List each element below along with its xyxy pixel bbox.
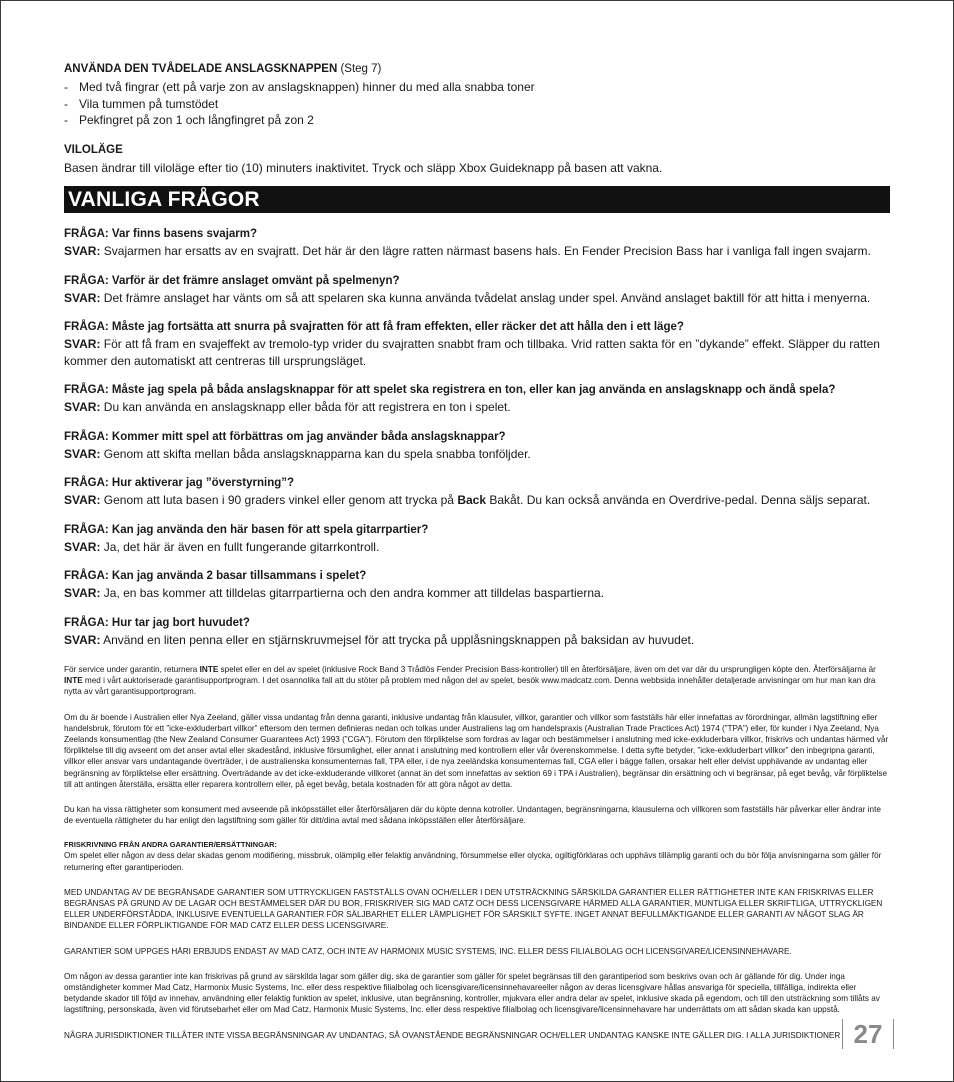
page-content (64, 62, 890, 1041)
faq-question: FRÅGA: Kan jag använda den här basen för att spela gitarrpartier? (64, 523, 429, 536)
australia-nz-paragraph: Om du är boende i Australien eller Nya Zeeland, gäller vissa undantag från denna garanti, inklusive undantag från klausuler, villkor, garantier och villkor som fastställs här eller innefattas av förordningar, allmän lagstiftning eller handelsbruk, förutom för ett ”icke-exkluderbart villkor” eftersom den termen definieras nedan och tolkas under Australiens lag om handelspraxis (Australian Trade Practices Act) 1974 (”TPA”) eller, för kunder i Nya Zeeland, Nya Zeelands konsumentlag (the New Zealand Consumer Guarantees Act) 1993 (”CGA”). Förutom den förpliktelse som fordras av lagar och bestämmelser i anslutning med icke-exkluderbara villkor, friskrivs och undantas härmed vår förpliktelse till dig avseent om det anser avtal eller skadestånd, inklusive försumlighet, eller annat i anslutning med kontrollern eller vår överenskommelse. I detta syfte betyder, ”icke-exkluderbart villkor” den inbegripna garanti, villkor eller ansvar vars undantagande överträder, i de australienska konsumenternas fall, TPA eller, i de nya zeeländska konsumenternas fall, CGA eller i bägge fallen, orsakar helt eller delvist upphävande av undantag eller begränsning av förpliktelse eller ersättning. Överträdande av det icke-exkluderande villkoret (annat än det som innefattas av sektion 69 i TPA i Australien), begränsar din ersättning och vi begränsar, på eget bevåg, vår förpliktelse till att antingen återställa, ersätta eller reparera kontrollern eller, på eget bevåg, betala kostnaden för att göra något av detta. (64, 712, 889, 789)
faq-banner: VANLIGA FRÅGOR (64, 186, 890, 213)
faq-question: FRÅGA: Hur tar jag bort huvudet? (64, 616, 250, 629)
faq-question: FRÅGA: Hur aktiverar jag ”överstyrning”? (64, 477, 295, 489)
warranty-provider-paragraph: GARANTIER SOM UPPGES HÄRI ERBJUDS ENDAST AV MAD CATZ, OCH INTE AV HARMONIX MUSIC SYSTEMS, INC. ELLER DESS FILIALBOLAG OCH LICENSGIVARE/LICENSINNEHAVARE. (64, 946, 792, 956)
limited-warranty-paragraph: MED UNDANTAG AV DE BEGRÄNSADE GARANTIER SOM UTTRYCKLIGEN FASTSTÄLLS OVAN OCH/ELLER I DEN UTSTRÄCKNING SÄRSKILDA GARANTIER ELLER RÄTTIGHETER INTE KAN FRISKRIVAS ELLER BEGRÄNSAS PÅ GRUND AV DE LAGAR OCH BESTÄMMELSER DÄR DU BOR, FRISKRIVER SIG MAD CATZ OCH DESS LICENSGIVARE HÄRMED ALLA GARANTIER, MUNTLIGA ELLER SKRIFTLIGA, UTTRYCKLIGEN ELLER UNDERFÖRSTÅDDA, INKLUSIVE EVENTUELLA GARANTIER FÖR SÄLJBARHET ELLER LÄMPLIGHET FÖR SÄRSKILT SYFTE. INGET ANNAT BEFULLMÄKTIGANDE ELLER GARANTI AV NÅGOT SLAG ÄR BINDANDE ELLER FÖRPLIKTIGANDE FÖR MAD CATZ ELLER DESS LICENSGIVARE. (64, 887, 883, 931)
sleep-heading: VILOLÄGE (64, 143, 123, 156)
faq-answer: SVAR: För att få fram en svajeffekt av tremolo-typ vrider du svajratten snabbt fram och tillbaka. Vrid ratten sakta för en ”dykande” effekt. Släpper du ratten kommer den automatiskt att centreras till ursprungsläget. (64, 337, 880, 368)
page-number: 27 (842, 1019, 894, 1049)
faq-question: FRÅGA: Var finns basens svajarm? (64, 228, 258, 240)
faq-item (64, 320, 890, 369)
strum-heading: ANVÄNDA DEN TVÅDELADE ANSLAGSKNAPPEN (Steg 7) (64, 63, 382, 75)
faq-question: FRÅGA: Måste jag spela på båda anslagsknappar för att spelet ska registrera en ton, eller kan jag använda en anslagsknapp och ändå spela? (64, 384, 836, 396)
disclaimer-text: Om spelet eller någon av dess delar skadas genom modifiering, missbruk, olämplig eller felaktig användning, försummelse eller olycka, ogiltigförklaras och upphävs tillämplig garanti och du bör följa anvisningarna som gäller för returnering efter garantiperioden. (64, 851, 882, 872)
faq-item (64, 616, 890, 649)
faq-answer: SVAR: Genom att skifta mellan båda anslagsknapparna kan du spela snabba tonföljder. (64, 446, 531, 461)
liability-paragraph: Om någon av dessa garantier inte kan friskrivas på grund av särskilda lagar som gäller dig, ska de garantier som gäller för spelet begränsas till den garantiperiod som beskrivs ovan och är gällande för dig. Under inga omständigheter kommer Mad Catz, Harmonix Music Systems, Inc. eller dess respektive filialbolag och licensgivare/licensinnehavareeller någon av deras licensgivare hållas ansvariga för speciella, tillfälliga, indirekta eller betydande skador till följd av innehav, användning eller felaktig funktion av spelet, inklusive, utan begränsning, kontroller, mjukvara eller andra delar av spelet, inklusive skada på egendom, och till den utsträckning som tillåts av lagstiftning, personskada, även vid förutsebarhet eller om Mad Catz, Harmonix Music Systems, Inc. eller dess respektive filialbolag och licensgivare/licensinnehavare har underrättats om att sådan skada kan uppstå. (64, 971, 880, 1015)
list-item: - Med två fingrar (ett på varje zon av anslagsknappen) hinner du med alla snabba toner (64, 80, 535, 94)
faq-question: FRÅGA: Varför är det främre anslaget omvänt på spelmenyn? (64, 274, 400, 287)
faq-item (64, 569, 890, 602)
faq-answer: SVAR: Det främre anslaget har vänts om så att spelaren ska kunna använda tvådelat anslag under spel. Använd anslaget baktill för att hitta i menyerna. (64, 290, 871, 305)
faq-item (64, 523, 890, 556)
disclaimer-section (64, 840, 890, 872)
faq-item (64, 430, 890, 463)
faq-answer: SVAR: Ja, en bas kommer att tilldelas gitarrpartierna och den andra kommer att tilldelas baspartierna. (64, 586, 605, 600)
list-item: - Vila tummen på tumstödet (64, 96, 219, 111)
faq-item (64, 383, 890, 416)
faq-question: FRÅGA: Kommer mitt spel att förbättras om jag använder båda anslagsknappar? (64, 430, 506, 443)
faq-item (64, 476, 890, 509)
jurisdiction-paragraph: NÅGRA JURISDIKTIONER TILLÅTER INTE VISSA BEGRÄNSNINGAR AV UNDANTAG, SÅ OVANSTÅENDE BEGRÄNSNINGAR OCH/ELLER UNDANTAG KANSKE INTE GÄLLER DIG. I ALLA JURISDIKTIONER (64, 1030, 841, 1040)
sleep-text: Basen ändrar till viloläge efter tio (10) minuters inaktivitet. Tryck och släpp Xbox Guideknapp på basen att vakna. (64, 160, 663, 175)
faq-answer: SVAR: Svajarmen har ersatts av en svajratt. Det här är den lägre ratten närmast basens hals. En Fender Precision Bass har i vanliga fall ingen svajarm. (64, 244, 871, 258)
faq-item (64, 227, 890, 260)
faq-question: FRÅGA: Kan jag använda 2 basar tillsammans i spelet? (64, 570, 367, 582)
faq-answer: SVAR: Genom att luta basen i 90 graders vinkel eller genom att trycka på Back Bakåt. Du kan också använda en Overdrive-pedal. Denna säljs separat. (64, 493, 871, 507)
faq-answer: SVAR: Du kan använda en anslagsknapp eller båda för att registrera en ton i spelet. (64, 400, 511, 414)
consumer-rights-paragraph: Du kan ha vissa rättigheter som konsument med avseende på inköpsstället eller återförsäljaren där du köpte denna kotroller. Undantagen, begränsningarna, klausulerna och villkoren som fastställs här påverkar eller ändrar inte de eventuella rättigheter du har enligt den lagstiftning som gäller för ditt/dina avtal med sådana inköpsställen eller återförsäljare. (64, 805, 881, 826)
disclaimer-title: FRISKRIVNING FRÅN ANDRA GARANTIER/ERSÄTTNINGAR: (64, 840, 277, 850)
faq-answer: SVAR: Använd en liten penna eller en stjärnskruvmejsel för att trycka på upplåsningsknappen på baksidan av huvudet. (64, 632, 695, 647)
warranty-service-paragraph: För service under garantin, returnera INTE spelet eller en del av spelet (inklusive Rock Band 3 Trådlös Fender Precision Bass-kontroller) till en återförsäljare, även om det var där du ursprungligen köpte den. Återförsäljarna är INTE med i vårt auktoriserade garantisupportprogram. I det osannolika fall att du stöter på problem med någon del av spelet, besök www.madcatz.com. Denna webbsida innehåller detaljerade anvisningar om hur man kan dra nytta av vårt garantisupportprogram. (64, 665, 876, 697)
faq-answer: SVAR: Ja, det här är även en fullt fungerande gitarrkontroll. (64, 539, 380, 554)
faq-question: FRÅGA: Måste jag fortsätta att snurra på svajratten för att få fram effekten, eller räcker det att hålla den i ett läge? (64, 321, 684, 333)
strum-bullet-list (64, 79, 890, 129)
list-item: - Pekfingret på zon 1 och långfingret på zon 2 (64, 113, 314, 127)
faq-item (64, 274, 890, 307)
